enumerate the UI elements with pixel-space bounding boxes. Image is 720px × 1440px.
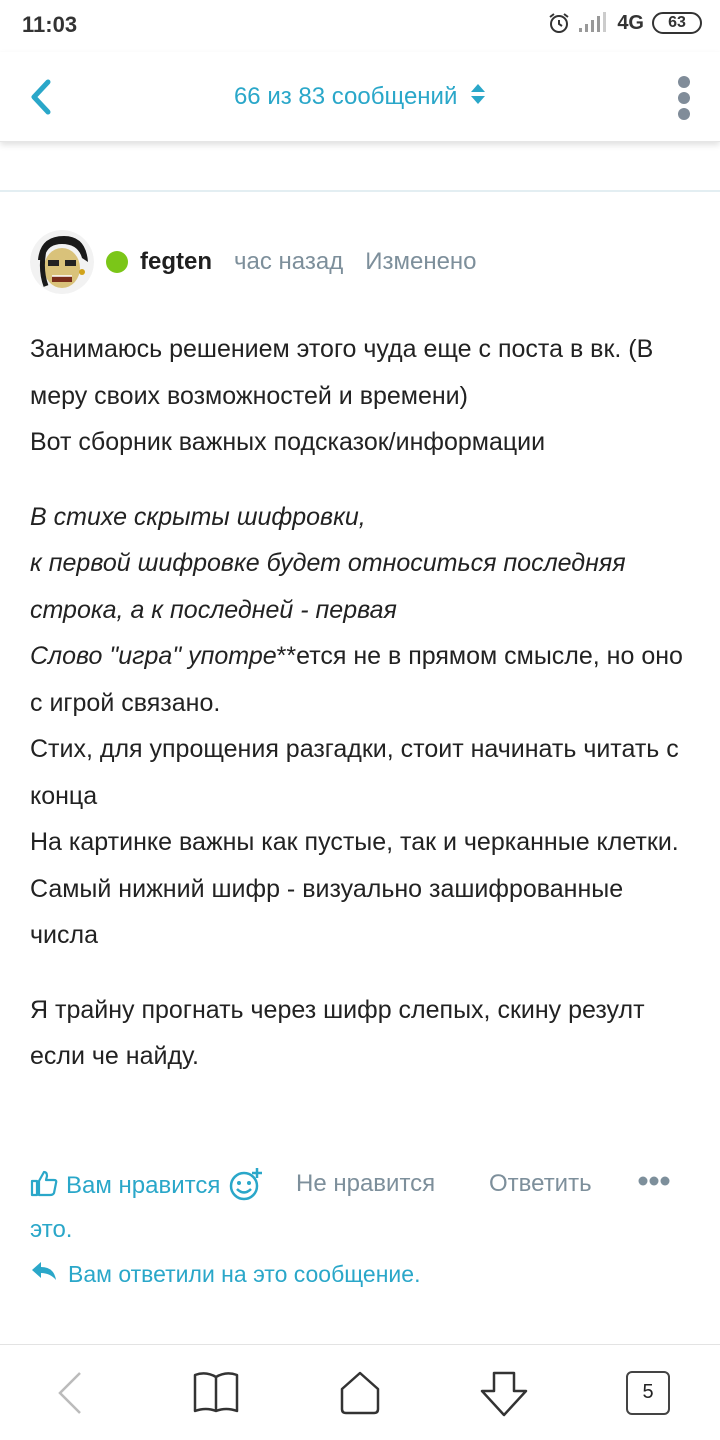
bookmarks-button[interactable]	[192, 1369, 240, 1420]
thread-header	[0, 52, 720, 142]
message-counter[interactable]	[0, 82, 720, 113]
tabs-count: 5	[626, 1371, 670, 1415]
status-bar	[0, 0, 720, 52]
post-paragraph: Стих, для упрощения разгадки, стоит начинать читать с конца	[30, 735, 679, 810]
replied-notice-text: Вам ответили на это сообщение.	[68, 1260, 421, 1287]
network-label: 4G	[617, 11, 644, 34]
avatar[interactable]	[30, 230, 94, 294]
menu-dot-icon	[678, 92, 690, 104]
italic-text: Слово "игра" употре	[30, 642, 277, 670]
home-icon	[336, 1369, 384, 1417]
signal-icon	[579, 12, 609, 34]
add-reaction-icon[interactable]	[228, 1166, 264, 1207]
browser-bottom-bar	[0, 1344, 720, 1440]
divider	[0, 190, 720, 192]
post-timestamp[interactable]: час назад	[234, 248, 344, 275]
menu-dot-icon	[678, 108, 690, 120]
post-paragraph: Вот сборник важных подсказок/информации	[30, 428, 546, 456]
post-paragraph	[30, 494, 690, 541]
alarm-icon	[547, 11, 571, 35]
download-arrow-icon	[478, 1369, 530, 1419]
post-text: **ется не в прямом смысле, но оно с игрой связано.	[30, 642, 683, 717]
home-button[interactable]	[336, 1369, 384, 1422]
message-counter-label: 66 из 83 сообщений	[233, 82, 458, 110]
menu-dot-icon	[678, 76, 690, 88]
post-body	[30, 326, 690, 1080]
italic-text: к первой шифровке будет относиться последняя строка, а к последней - первая	[30, 549, 626, 624]
downloads-button[interactable]	[478, 1369, 530, 1424]
post-paragraph	[30, 633, 690, 726]
reply-button[interactable]: Ответить	[489, 1170, 592, 1197]
nav-back-button[interactable]	[50, 1369, 90, 1422]
thumbs-up-icon	[30, 1169, 58, 1210]
more-options-icon[interactable]	[638, 1174, 670, 1192]
post-paragraph: Занимаюсь решением этого чуда еще с поста в вк. (В меру своих возможностей и времени)	[30, 335, 654, 410]
edited-label[interactable]: Изменено	[365, 248, 477, 275]
post-paragraph: На картинке важны как пустые, так и черканные клетки.	[30, 828, 679, 856]
tabs-button[interactable]	[626, 1371, 670, 1415]
chevron-left-icon	[50, 1369, 90, 1417]
reply-arrow-icon	[30, 1260, 58, 1288]
menu-button[interactable]	[676, 76, 692, 120]
book-icon	[192, 1369, 240, 1415]
replied-notice[interactable]	[30, 1260, 420, 1288]
author-name[interactable]: fegten	[140, 248, 212, 275]
italic-text: В стихе скрыты шифровки,	[30, 502, 366, 531]
post-author-row	[30, 230, 477, 294]
post-paragraph: Я трайну прогнать через шифр слепых, скину резулт если че найду.	[30, 995, 645, 1070]
status-time: 11:03	[22, 12, 78, 37]
online-status-dot	[106, 251, 128, 273]
like-button[interactable]	[30, 1166, 230, 1250]
sort-arrows-icon	[470, 82, 486, 113]
battery-indicator: 63	[652, 12, 702, 34]
status-icons	[547, 11, 702, 35]
post-paragraph: Самый нижний шифр - визуально зашифрованные числа	[30, 874, 624, 949]
post-paragraph	[30, 540, 690, 633]
dislike-button[interactable]: Не нравится	[296, 1170, 436, 1197]
like-status-text: Вам нравится это.	[30, 1172, 221, 1243]
